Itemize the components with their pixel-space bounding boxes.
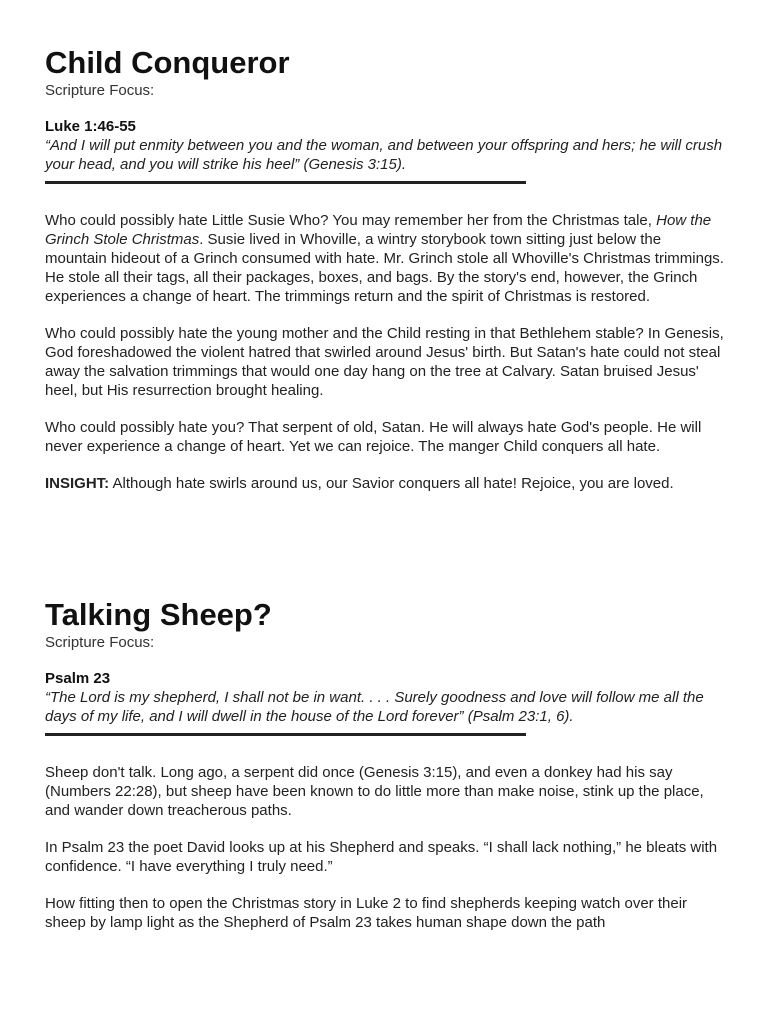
insight-label: INSIGHT: — [45, 475, 110, 492]
body-paragraph: Who could possibly hate the young mother and the Child resting in that Bethlehem stable? In Genesis, God foreshadowed the violent hatred that swirled around Jesus' birth. But Satan's hate could not steal away the salvation trimmings that would one day hang on the tree at Calvary. Satan bruised Jesus' heel, but His resurrection brought healing. — [45, 325, 724, 399]
scripture-reference: Psalm 23 — [45, 670, 111, 687]
body-paragraph: Sheep don't talk. Long ago, a serpent did once (Genesis 3:15), and even a donkey had his say (Numbers 22:28), but sheep have been known to do little more than make noise, stink up the place, and wander down treacherous paths. — [45, 764, 704, 819]
insight-paragraph — [45, 474, 725, 493]
scripture-focus-label: Scripture Focus: — [45, 82, 155, 99]
scripture-reference: Luke 1:46-55 — [45, 118, 136, 135]
body-paragraph: How fitting then to open the Christmas story in Luke 2 to find shepherds keeping watch over their sheep by lamp light as the Shepherd of Psalm 23 takes human shape down the path — [45, 895, 688, 931]
key-verse: “And I will put enmity between you and the woman, and between your offspring and hers; he will crush your head, and you will strike his heel” (Genesis 3:15). — [45, 137, 723, 173]
devotional-title: Child Conqueror — [45, 45, 290, 80]
devotional-title: Talking Sheep? — [45, 597, 272, 632]
devotional-child-conqueror — [45, 44, 725, 511]
body-paragraph: Who could possibly hate you? That serpent of old, Satan. He will always hate God's people. He will never experience a change of heart. Yet we can rejoice. The manger Child conquers all hate. — [45, 419, 702, 455]
body-paragraph: In Psalm 23 the poet David looks up at his Shepherd and speaks. “I shall lack nothing,” he bleats with confidence. “I have everything I truly need.” — [45, 839, 718, 875]
dashed-divider — [45, 181, 526, 189]
key-verse: “The Lord is my shepherd, I shall not be in want. . . . Surely goodness and love will follow me all the days of my life, and I will dwell in the house of the Lord forever” (Psalm 23:1, 6). — [45, 689, 704, 725]
dashed-divider — [45, 733, 526, 741]
insight-text: Although hate swirls around us, our Savior conquers all hate! Rejoice, you are loved. — [109, 475, 674, 492]
book-title: How the Grinch Stole Christmas — [45, 212, 712, 248]
devotional-talking-sheep — [45, 596, 725, 950]
scripture-focus-label: Scripture Focus: — [45, 634, 155, 651]
body-paragraph: Who could possibly hate Little Susie Who? You may remember her from the Christmas tale, How the Grinch Stole Christmas. Susie lived in Whoville, a wintry storybook town sitting just below the mountain hideout of a Grinch consumed with hate. Mr. Grinch stole all Whoville's Christmas trimmings. He stole all their tags, all their packages, boxes, and bags. By the story's end, however, the Grinch experiences a change of heart. The trimmings return and the spirit of Christmas is restored. — [45, 212, 724, 305]
